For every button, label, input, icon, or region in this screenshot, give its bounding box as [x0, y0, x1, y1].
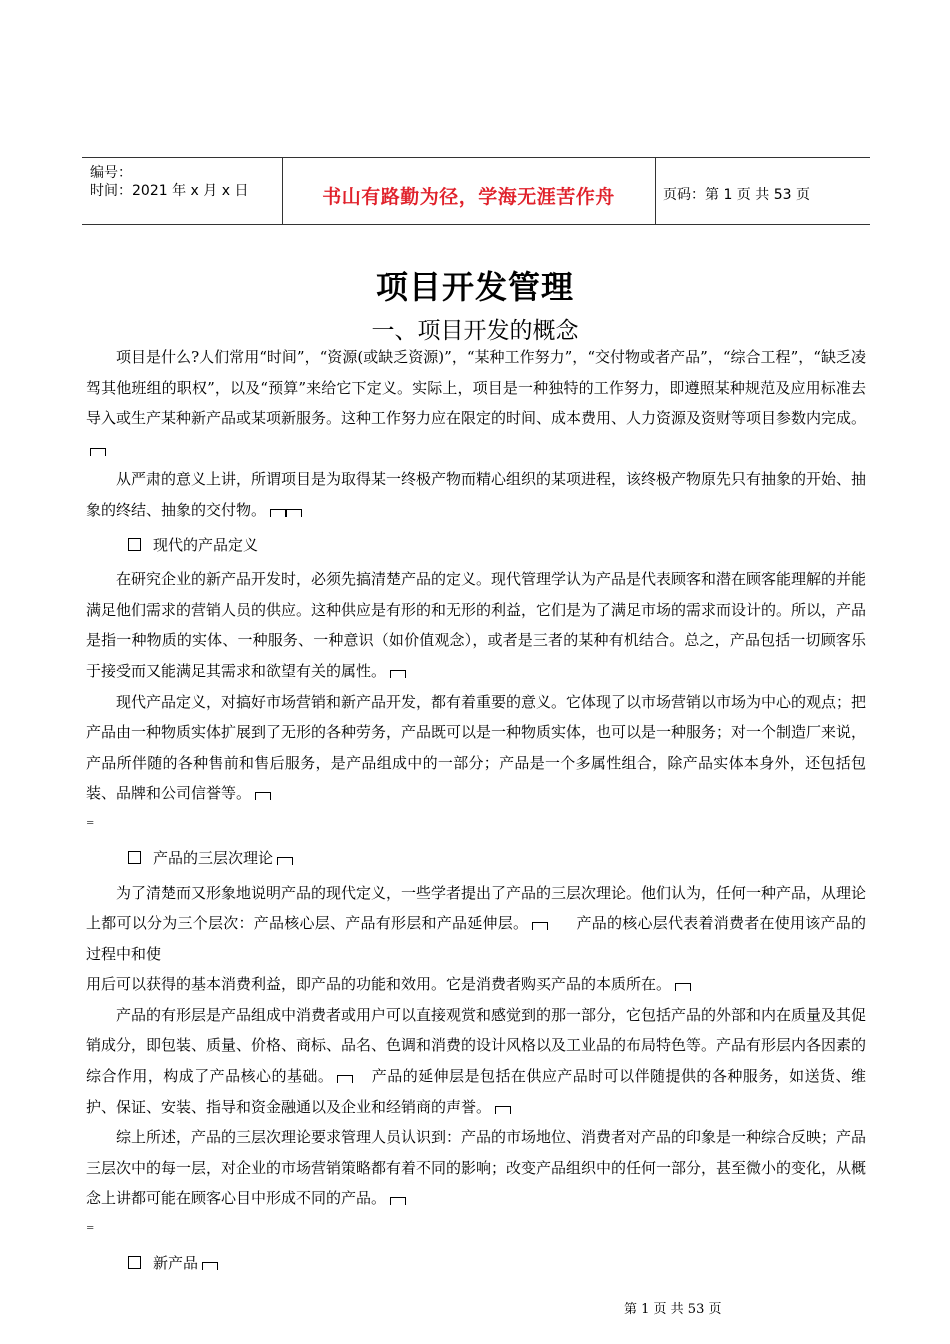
paragraph-text: 产品的有形层是产品组成中消费者或用户可以直接观赏和感觉到的那一部分，它包括产品的外部和内在质量及其促销成分，即包装、质量、价格、商标、品名、色调和消费的设计风格以及工业品的布局特色等。产品有形层内各因素的综合作用，构成了产品核心的基础。 — [86, 1005, 867, 1086]
paragraph-mark-icon — [202, 1262, 218, 1270]
document-title: 项目开发管理 — [375, 268, 574, 306]
paragraph — [86, 1000, 866, 1122]
header-page-cell — [655, 158, 870, 224]
header-motto-cell — [282, 158, 656, 224]
paragraph — [86, 687, 866, 809]
separator-mark: = — [86, 1223, 95, 1235]
paragraph-mark-icon — [270, 509, 286, 517]
paragraph-mark-icon — [675, 983, 691, 991]
paragraph-mark-icon — [277, 857, 293, 865]
checkbox-square-icon — [128, 851, 141, 864]
subsection-title: 产品的三层次理论 — [153, 848, 274, 867]
number-label: 编号： — [90, 165, 132, 181]
paragraph — [86, 564, 866, 686]
paragraph-text: 从严肃的意义上讲，所谓项目是为取得某一终极产物而精心组织的某项进程，该终极产物原先只有抽象的开始、抽象的终结、抽象的交付物。 — [86, 470, 867, 519]
paragraph — [86, 342, 866, 464]
header-table — [82, 157, 870, 225]
paragraph-mark-icon — [255, 792, 271, 800]
paragraph — [86, 464, 866, 525]
paragraph-mark-icon — [532, 922, 548, 930]
subsection-title: 现代的产品定义 — [153, 535, 259, 554]
subsection-heading — [86, 843, 866, 874]
subsection-title: 新产品 — [153, 1254, 199, 1273]
checkbox-square-icon — [128, 1256, 141, 1269]
motto-text: 书山有路勤为径，学海无涯苦作舟 — [322, 186, 615, 208]
page-footer: 第 1 页 共 53 页 — [624, 1302, 722, 1317]
paragraph-mark-icon — [337, 1075, 353, 1083]
paragraph — [86, 969, 866, 1000]
paragraph — [86, 878, 866, 970]
page-info: 页码：第 1 页 共 53 页 — [663, 187, 810, 203]
paragraph — [86, 1122, 866, 1214]
paragraph-mark-icon — [390, 670, 406, 678]
paragraph-text: 项目是什么?人们常用“时间”，“资源(或缺乏资源)”，“某种工作努力”，“交付物或者产品”，“综合工程”，“缺乏凌驾其他班组的职权”，以及“预算”来给它下定义。实际上，项目是一种独特的工作努力，即遵照某种规范及应用标准去导入或生产某种新产品或某项新服务。这种工作努力应在限定的时间、成本费用、人力资源及资财等项目参数内完成。 — [86, 348, 867, 428]
paragraph-text: 产品的核心层代表着消费者在使用该产品的过程中和使 — [86, 914, 866, 963]
paragraph-mark-icon — [90, 448, 106, 456]
document-body — [86, 342, 866, 1283]
header-left-cell — [82, 158, 283, 224]
subsection-heading — [86, 530, 866, 561]
paragraph-mark-icon — [495, 1106, 511, 1114]
paragraph-text: 在研究企业的新产品开发时，必须先搞清楚产品的定义。现代管理学认为产品是代表顾客和潜在顾客能理解的并能满足他们需求的营销人员的供应。这种供应是有形的和无形的利益，它们是为了满足市场的需求而设计的。所以，产品是指一种物质的实体、一种服务、一种意识（如价值观念），或者是三者的某种有机结合。总之，产品包括一切顾客乐于接受而又能满足其需求和欲望有关的属性。 — [86, 570, 867, 680]
paragraph-mark-icon — [286, 509, 302, 517]
paragraph-mark-icon — [390, 1197, 406, 1205]
paragraph-text: 产品的延伸层是包括在供应产品时可以伴随提供的各种服务，如送货、维护、保证、安装、指导和资金融通以及企业和经销商的声誉。 — [86, 1067, 866, 1116]
subsection-heading — [86, 1248, 866, 1279]
separator-mark: = — [86, 817, 95, 829]
checkbox-square-icon — [128, 538, 141, 551]
paragraph-text: 为了清楚而又形象地说明产品的现代定义，一些学者提出了产品的三层次理论。他们认为，任何一种产品，从理论上都可以分为三个层次：产品核心层、产品有形层和产品延伸层。 — [86, 883, 867, 933]
time-label: 时间：2021 年 x 月 x 日 — [90, 183, 249, 199]
paragraph-text: 现代产品定义，对搞好市场营销和新产品开发，都有着重要的意义。它体现了以市场营销以市场为中心的观点；把产品由一种物质实体扩展到了无形的各种劳务，产品既可以是一种物质实体，也可以是一种服务；对一个制造厂来说，产品所伴随的各种售前和售后服务，是产品组成中的一部分；产品是一个多属性组合，除产品实体本身外，还包括包装、品牌和公司信誉等。 — [86, 692, 867, 803]
section-heading: 一、项目开发的概念 — [371, 318, 579, 344]
paragraph-text: 综上所述，产品的三层次理论要求管理人员认识到：产品的市场地位、消费者对产品的印象是一种综合反映；产品三层次中的每一层，对企业的市场营销策略都有着不同的影响；改变产品组织中的任何一部分，甚至微小的变化，从概念上讲都可能在顾客心目中形成不同的产品。 — [86, 1128, 867, 1208]
paragraph-text: 用后可以获得的基本消费利益，即产品的功能和效用。它是消费者购买产品的本质所在。 — [86, 975, 672, 994]
